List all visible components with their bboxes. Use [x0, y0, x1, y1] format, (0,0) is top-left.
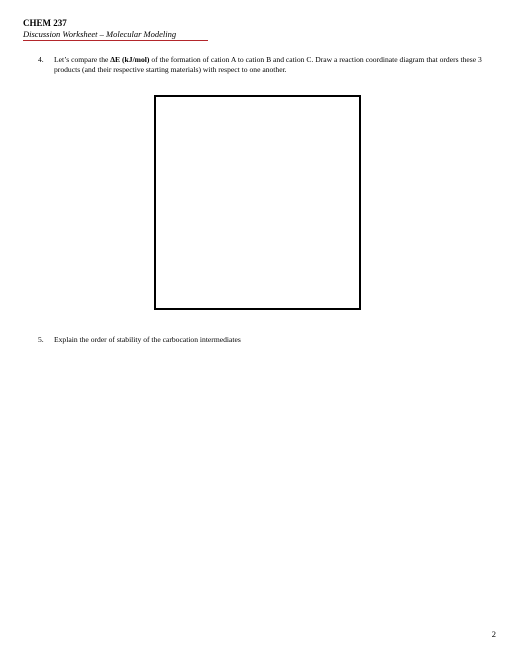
question-text-end: of the formation of cation A to cation B and cation C. Draw a reaction coordinate diagram that orders these 3 products (and their respective starting materials) with respect to one another.	[54, 55, 482, 74]
document-header	[23, 18, 213, 41]
question-number: 4.	[38, 55, 44, 64]
worksheet-subtitle: Discussion Worksheet – Molecular Modeling	[23, 29, 208, 41]
course-code: CHEM 237	[23, 18, 67, 28]
page-number: 2	[491, 629, 496, 639]
question-text	[54, 55, 498, 75]
question-text-start: Let’s compare the	[54, 55, 111, 64]
question-text: Explain the order of stability of the carbocation intermediates	[54, 335, 241, 344]
delta-e-term: ΔE (kJ/mol)	[110, 55, 150, 64]
question-number: 5.	[38, 335, 44, 344]
diagram-answer-box	[154, 95, 361, 310]
question-5	[38, 335, 498, 345]
question-4	[38, 55, 498, 75]
